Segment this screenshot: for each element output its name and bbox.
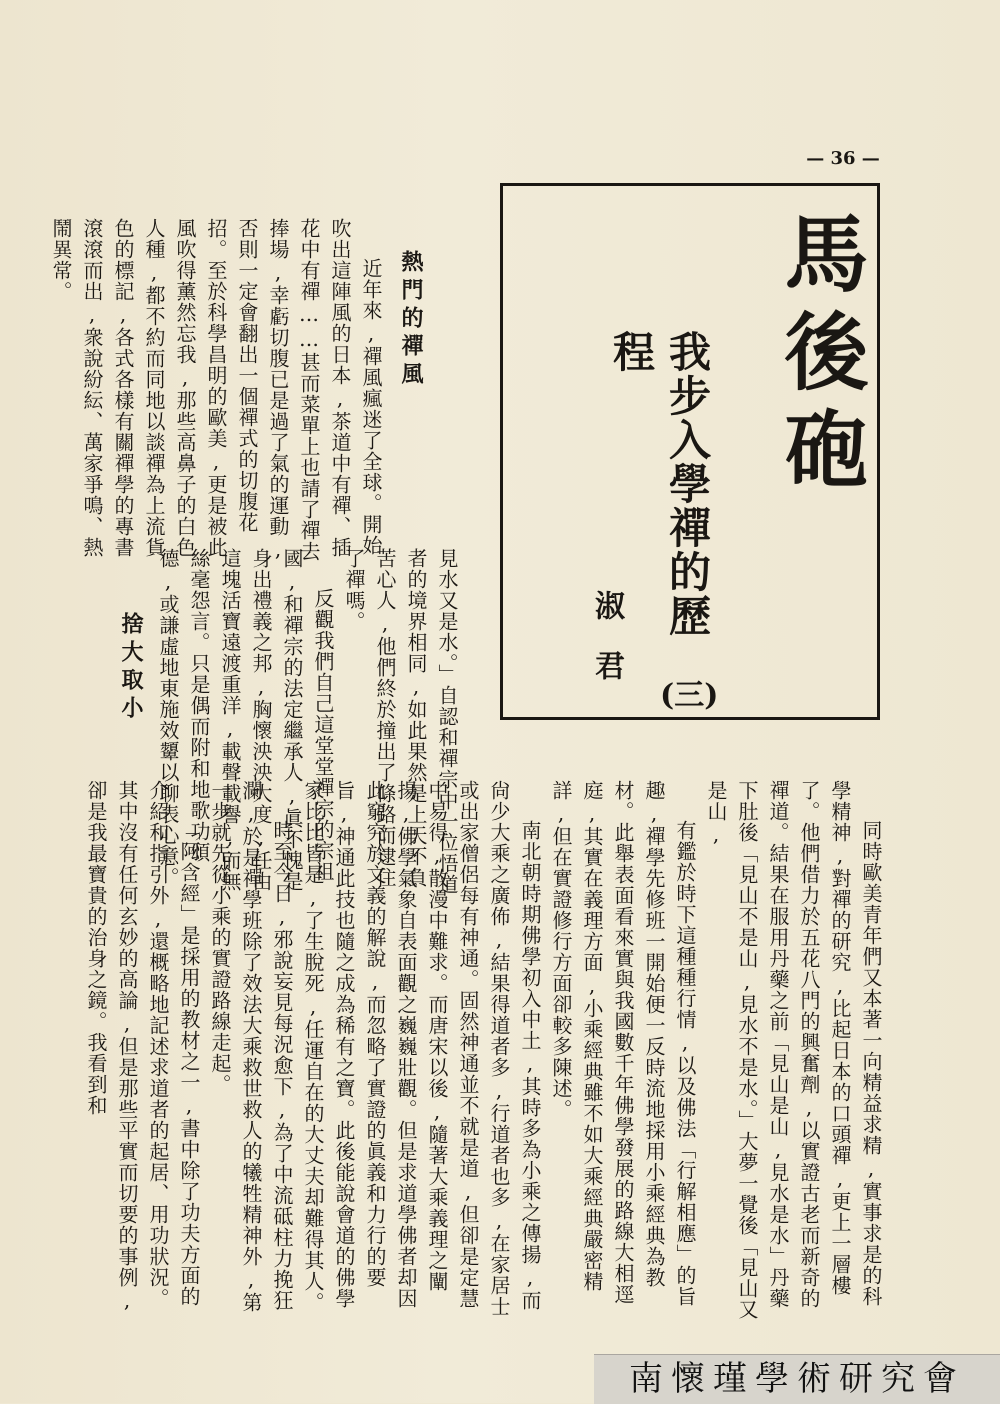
paragraph: 近年來,禪風瘋迷了全球。開始吹出這陣風的日本,茶道中有禪、插花中有禪……甚而菜單上也請了禪去捧場,幸虧切腹已是過了氣的運動,否則一定會翻出一個禪式的切腹花招。至於科學昌明的歐美,更是被此風吹得薰然忘我,那些高鼻子的白色人種,都不約而同地以談禪為上流貨色的標記,各式各樣有關禪學的專書滾滾而出,衆說紛紜、萬家爭鳴、熱鬧異常。 bbox=[49, 218, 383, 562]
series-title: 馬後砲 bbox=[771, 210, 870, 504]
paragraph: 有鑑於時下這種種行情,以及佛法「行解相應」的旨趣,禪學先修班一開始便一反時流地採用小乘經典為教材。此舉表面看來實與我國數千年佛學發展的路線大相逕庭,其實在義理方面,小乘經典雖不如大乘經典嚴密精詳,但在實證修行方面卻較多陳述。 bbox=[549, 780, 697, 1307]
section-heading-hot-zen: 熱門的禪風 bbox=[398, 250, 424, 390]
paragraph: 反觀我們自己這堂堂禪宗的宗祖國,和禪宗的法定繼承人,眞不愧是身出禮義之邦,胸懷泱泱大度,任由這塊活寶遠渡重洋,載聲載譽,而無絲毫怨言。只是偶而附和地歌功頌德,或謙虛地東施效顰以聊表心意。 bbox=[156, 548, 335, 892]
paragraph: 見水又是水。」自認和禪宗中一位悟道者的境界相同,如此果然是上天不負苦心人,他們終於撞出了條路而逮住了禪嗎。 bbox=[342, 548, 459, 895]
section-heading-take-small: 捨大取小 bbox=[118, 612, 144, 724]
article-part: (三) bbox=[660, 678, 719, 713]
article-author: 淑君 bbox=[589, 590, 624, 710]
section-body-hot-zen bbox=[49, 218, 386, 570]
paragraph: 「阿含經」是採用的教材之一,書中除了功夫方面的介紹和指引外,還概略地記述求道者的起居、用功狀況。其中沒有任何玄妙的高論,但是那些平實而切要的事例,卻是我最寶貴的治身之鏡。我看到和 bbox=[84, 780, 201, 1313]
paragraph: 南北朝時期佛學初入中土,其時多為小乘之傳揚,而尙少大乘之廣佈,結果得道者多,行道者也多,在家居士或出家僧侶每有神通。固然神通並不就是道,但卻是定慧中易得,散漫中難求。而唐宋以後,隨著大乘義理之闡揚,佛學氣象自表面觀之巍巍壯觀。但是求道學佛者却因此窮究於文義的解說,而忽略了實證的眞義和力行的要旨,神通此技也隨之成為稀有之寶。此後能說會道的佛學家比比皆是,了生脫死,任運自在的大丈夫却難得其人。 bbox=[301, 780, 542, 1317]
footer-watermark: 南懷瑾學術研究會 bbox=[594, 1354, 1000, 1404]
paragraph: 時至今日,邪說妄見每況愈下,為了中流砥柱力挽狂瀾,於是禪學班除了效法大乘救世救人的犧牲精神外,第一步就先從小乘的實證路線走起。 bbox=[208, 780, 294, 1313]
page-number: — 36 — bbox=[806, 148, 880, 169]
lower-body-text bbox=[84, 780, 886, 1325]
paragraph: 同時歐美青年們又本著一向精益求精,實事求是的科學精神,對禪的研究,比起日本的口頭禪,更上一層樓了。他們借力於五花八門的興奮劑,以實證古老而新奇的禪道。結果在服用丹藥之前「見山是山,見水是水」丹藥下肚後「見山不是山,見水不是水。」大夢一覺後「見山又是山, bbox=[704, 780, 883, 1320]
article-title: 我步入學禪的歷程 bbox=[607, 330, 712, 638]
